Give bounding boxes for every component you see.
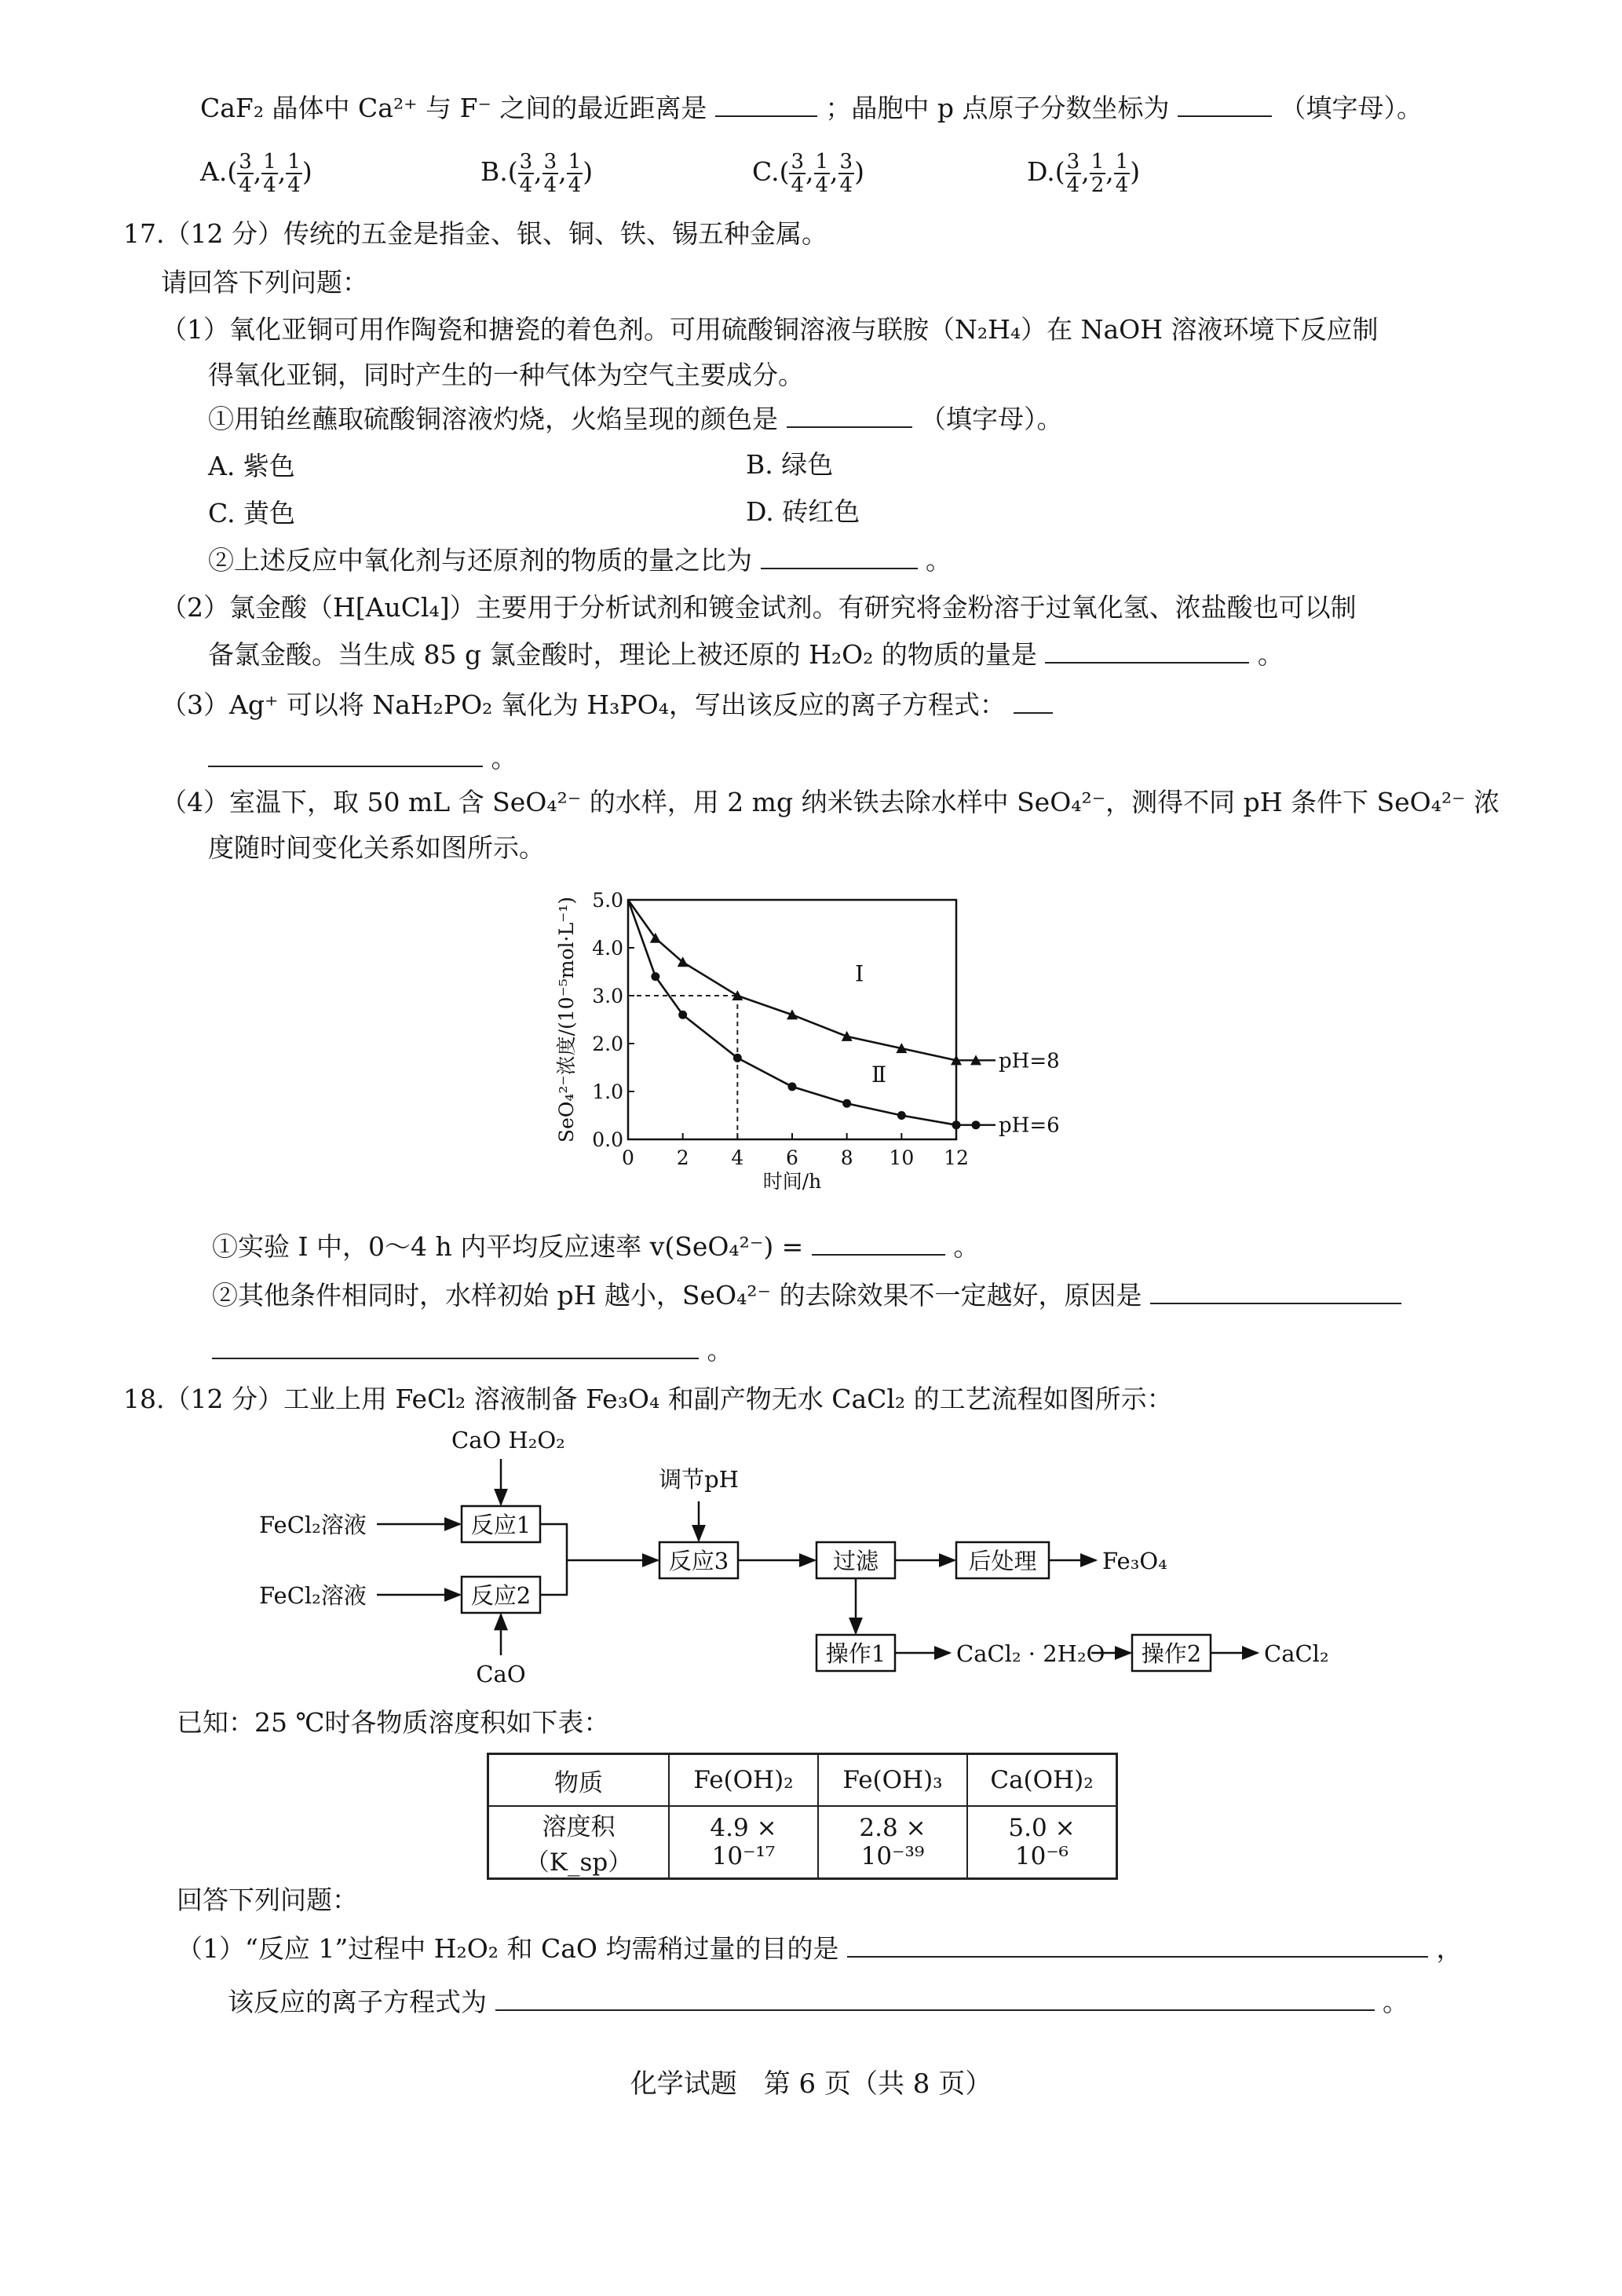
fraction: $\frac{1}{2}$ <box>1090 150 1105 197</box>
feed2-label: FeCl₂溶液 <box>259 1582 367 1609</box>
x-tick-label: 0 <box>622 1146 634 1169</box>
option-label: C. <box>752 156 780 187</box>
option-d: D.( $\frac{3}{4}$ , $\frac{1}{2}$ , $\frac{1}{4}$ ) <box>1027 150 1141 197</box>
data-point <box>842 1099 851 1108</box>
x-tick-label: 12 <box>944 1146 969 1169</box>
answer-blank[interactable] <box>1014 689 1053 714</box>
series-line-1 <box>628 900 956 1060</box>
fraction: $\frac{1}{4}$ <box>815 150 829 197</box>
reaction1-label: 反应1 <box>470 1512 532 1538</box>
plot-frame <box>628 900 956 1139</box>
series-name-1: pH=8 <box>999 1049 1060 1073</box>
y-tick-label: 5.0 <box>592 889 623 912</box>
q17-part2-line2: 备氯金酸。当生成 85 g 氯金酸时，理论上被还原的 H₂O₂ 的物质的量是 。 <box>208 639 1284 670</box>
table-header-cell: Fe(OH)₂ <box>669 1754 818 1807</box>
page-footer: 化学试题 第 6 页（共 8 页） <box>630 2068 992 2100</box>
answer-blank[interactable] <box>208 742 483 767</box>
fraction: $\frac{1}{4}$ <box>568 150 582 197</box>
fraction: $\frac{3}{4}$ <box>239 150 252 197</box>
y-tick-label: 2.0 <box>592 1033 623 1055</box>
option-b: B.( $\frac{3}{4}$ , $\frac{3}{4}$ , $\frac{1}{4}$ ) <box>480 150 594 197</box>
answer-prompt: 回答下列问题： <box>177 1885 358 1915</box>
product-fe3o4: Fe₃O₄ <box>1102 1548 1167 1574</box>
q17-part4-sub2: ②其他条件相同时，水样初始 pH 越小，SeO₄²⁻ 的去除效果不一定越好，原因是 <box>212 1278 1401 1313</box>
table-header-cell: Fe(OH)₃ <box>818 1754 967 1807</box>
answer-blank[interactable] <box>812 1230 945 1256</box>
answer-blank[interactable] <box>787 403 912 428</box>
ksp-table <box>487 1753 1118 1880</box>
option-c: C.( $\frac{3}{4}$ , $\frac{1}{4}$ , $\frac{3}{4}$ ) <box>752 150 864 197</box>
q18-header: 18.（12 分）工业上用 FeCl₂ 溶液制备 Fe₃O₄ 和副产物无水 CaCl₂ 的工艺流程如图所示： <box>123 1384 1173 1414</box>
choice-b: B. 绿色 <box>746 449 834 480</box>
fraction: $\frac{3}{4}$ <box>839 150 853 197</box>
feed1-label: FeCl₂溶液 <box>259 1512 367 1538</box>
choice-d: D. 砖红色 <box>746 496 860 527</box>
post-treatment-label: 后处理 <box>968 1548 1037 1574</box>
data-point <box>651 972 659 981</box>
choice-a: A. 紫色 <box>208 451 295 481</box>
filter-label: 过滤 <box>832 1548 879 1574</box>
option-a: A.( $\frac{3}{4}$ , $\frac{1}{4}$ , $\frac{1}{4}$ ) <box>200 150 312 197</box>
q18-part1-line1: （1）“反应 1”过程中 H₂O₂ 和 CaO 均需稍过量的目的是 ， <box>177 1933 1463 1964</box>
known-text: 已知：25 ℃时各物质溶度积如下表： <box>177 1707 610 1738</box>
operation1-label: 操作1 <box>825 1640 886 1667</box>
q17-part4-sub2-cont: 。 <box>212 1333 733 1368</box>
q17-part2-line1: （2）氯金酸（H[AuCl₄]）主要用于分析试剂和镀金试剂。有研究将金粉溶于过氧化氢、浓盐酸也可以制 <box>161 592 1357 623</box>
x-axis-label: 时间/h <box>762 1170 822 1193</box>
table-header-cell: Ca(OH)₂ <box>967 1754 1117 1807</box>
intermediate-label: CaCl₂ · 2H₂O <box>956 1640 1105 1667</box>
curve-label-1: Ⅰ <box>855 960 864 987</box>
process-flow-diagram <box>259 1423 1374 1706</box>
y-tick-label: 3.0 <box>592 985 623 1007</box>
x-tick-label: 10 <box>889 1146 915 1169</box>
data-point <box>678 1011 687 1019</box>
data-point <box>733 1054 742 1062</box>
reaction3-label: 反应3 <box>668 1548 729 1574</box>
q17-part1-sub1: ①用铂丝蘸取硫酸铜溶液灼烧，火焰呈现的颜色是 （填字母）。 <box>208 404 1063 434</box>
x-tick-label: 2 <box>676 1146 689 1169</box>
q17-header: 17.（12 分）传统的五金是指金、银、铜、铁、锡五种金属。 <box>123 218 827 249</box>
answer-blank[interactable] <box>847 1932 1428 1958</box>
answer-blank[interactable] <box>1150 1279 1401 1304</box>
x-tick-label: 6 <box>786 1146 798 1169</box>
fraction: $\frac{3}{4}$ <box>791 150 804 197</box>
fraction: $\frac{1}{4}$ <box>287 150 301 197</box>
fraction: $\frac{3}{4}$ <box>519 150 533 197</box>
curve-label-2: Ⅱ <box>871 1061 887 1088</box>
q17-part4-line2: 度随时间变化关系如图所示。 <box>208 832 545 863</box>
y-tick-label: 4.0 <box>592 937 623 960</box>
data-point <box>897 1111 906 1120</box>
fraction: $\frac{1}{4}$ <box>1115 150 1129 197</box>
q17-part1-sub2: ②上述反应中氧化剂与还原剂的物质的量之比为 。 <box>208 545 952 576</box>
y-axis-label: SeO₄²⁻浓度/(10⁻⁵mol·L⁻¹) <box>555 896 578 1143</box>
q18-part1-line2: 该反应的离子方程式为 。 <box>228 1987 1408 2017</box>
table-cell: 溶度积（K_sp） <box>488 1806 670 1879</box>
answer-blank[interactable] <box>715 92 817 117</box>
data-point <box>788 1082 797 1091</box>
q16-line: CaF₂ 晶体中 Ca²⁺ 与 F⁻ 之间的最近距离是 ；晶胞中 p 点原子分数坐标为 （填字母）。 <box>200 93 1423 123</box>
series-name-2: pH=6 <box>999 1113 1060 1138</box>
q17-part1-line1: （1）氧化亚铜可用作陶瓷和搪瓷的着色剂。可用硫酸铜溶液与联胺（N₂H₄）在 NaOH 溶液环境下反应制 <box>161 314 1379 345</box>
reaction2-label: 反应2 <box>470 1582 532 1609</box>
answer-blank[interactable] <box>1045 638 1249 664</box>
y-tick-label: 0.0 <box>592 1128 623 1151</box>
fraction: $\frac{1}{4}$ <box>263 150 276 197</box>
choice-c: C. 黄色 <box>208 498 296 528</box>
answer-blank[interactable] <box>1178 92 1272 117</box>
option-label: D. <box>1027 156 1055 187</box>
table-header-cell: 物质 <box>488 1754 670 1807</box>
legend-marker <box>972 1121 981 1129</box>
x-tick-label: 8 <box>840 1146 853 1169</box>
q17-part3-line2: 。 <box>208 741 517 776</box>
table-cell: 2.8 × 10⁻³⁹ <box>818 1806 967 1879</box>
answer-blank[interactable] <box>212 1334 699 1359</box>
data-point <box>842 1031 853 1041</box>
x-tick-label: 4 <box>731 1146 744 1169</box>
answer-blank[interactable] <box>495 1986 1375 2011</box>
product-cacl2: CaCl₂ <box>1264 1640 1329 1667</box>
answer-blank[interactable] <box>761 544 918 569</box>
seo4-concentration-chart <box>542 878 1327 1208</box>
table-cell: 4.9 × 10⁻¹⁷ <box>669 1806 818 1879</box>
option-label: A. <box>200 156 228 187</box>
reagents-top-label: CaO H₂O₂ <box>451 1427 565 1453</box>
fraction: $\frac{3}{4}$ <box>543 150 557 197</box>
q17-part4-sub1: ①实验 Ⅰ 中，0～4 h 内平均反应速率 v(SeO₄²⁻) = 。 <box>212 1231 980 1262</box>
q17-part3-line1: （3）Ag⁺ 可以将 NaH₂PO₂ 氧化为 H₃PO₄，写出该反应的离子方程式： <box>161 688 1053 722</box>
adjust-ph-label: 调节pH <box>659 1466 739 1493</box>
q17-part1-line2: 得氧化亚铜，同时产生的一种气体为空气主要成分。 <box>208 360 804 390</box>
q17-prompt: 请回答下列问题： <box>161 267 368 298</box>
cao-bottom-label: CaO <box>476 1661 526 1687</box>
option-label: B. <box>480 156 508 187</box>
y-tick-label: 1.0 <box>592 1080 623 1103</box>
table-cell: 5.0 × 10⁻⁶ <box>967 1806 1117 1879</box>
q17-part4-line1: （4）室温下，取 50 mL 含 SeO₄²⁻ 的水样，用 2 mg 纳米铁去除水样中 SeO₄²⁻，测得不同 pH 条件下 SeO₄²⁻ 浓 <box>161 787 1500 817</box>
operation2-label: 操作2 <box>1141 1640 1202 1667</box>
fraction: $\frac{3}{4}$ <box>1066 150 1080 197</box>
